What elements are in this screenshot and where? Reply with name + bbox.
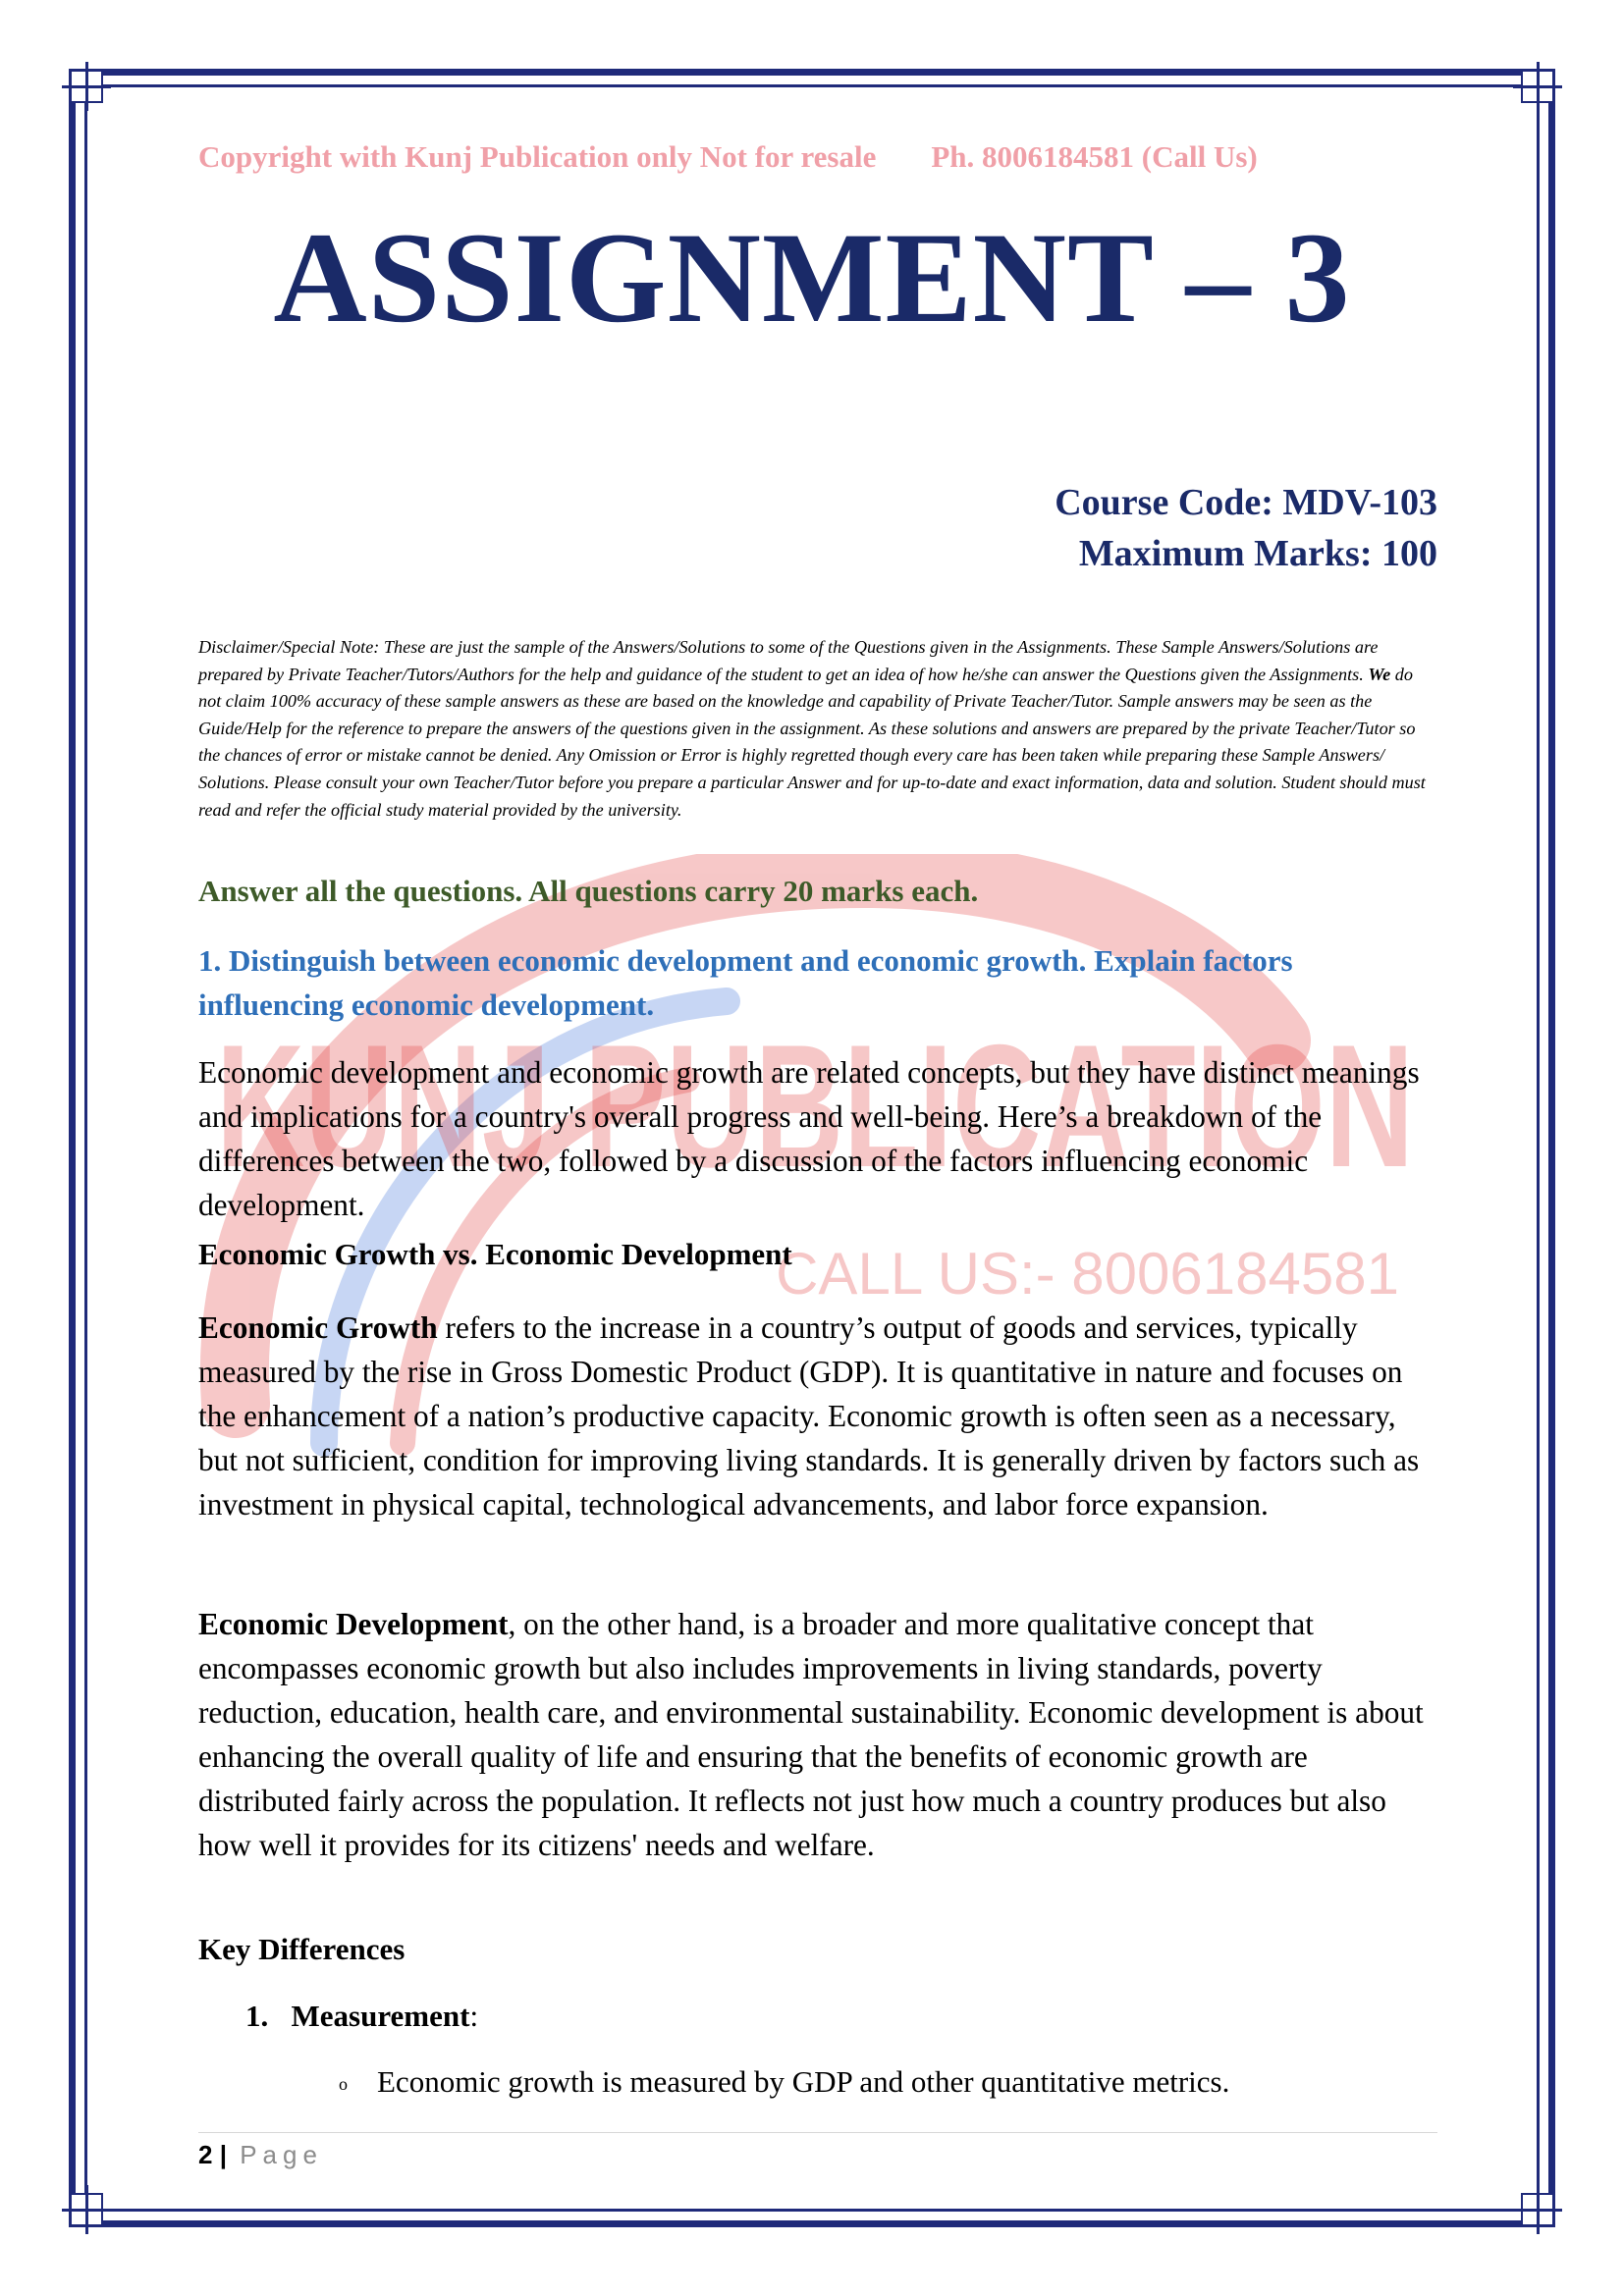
disclaimer-we: We: [1368, 664, 1391, 684]
list-item-colon: :: [469, 1999, 479, 2033]
growth-text: refers to the increase in a country’s output of goods and services, typically measured by the rise in Gross Domestic Product (GDP). It is quantitative in nature and focuses on the enhancement of a nation’s productive capacity. Economic growth is often seen as a necessary, but not sufficient, condition for improving living standards. It is generally driven by factors such as investment in physical capital, technological advancements, and labor force expansion.: [198, 1310, 1420, 1522]
disclaimer: [198, 634, 1437, 824]
border-corner-bottom-right: [1521, 2193, 1554, 2226]
disclaimer-part-2: do not claim 100% accuracy of these sample answers as these are based on the knowledge and capability of Private Teacher/Tutor. Sample answers may be seen as the Guide/Help for the reference to prepare the answers of the questions given in the assignment. As these solutions and answers are prepared by the private Teacher/Tutor so the chances of error or mistake cannot be denied. Any Omission or Error is highly regretted though every care has been taken while preparing these Sample Answers/ Solutions. Please consult your own Teacher/Tutor before you prepare a particular Answer and for up-to-date and exact information, data and solution. Student should must read and refer the official study material provided by the university.: [198, 664, 1426, 820]
copyright-line: [198, 139, 1437, 175]
list-item-measurement: [245, 1999, 478, 2034]
development-term: Economic Development: [198, 1607, 509, 1641]
list-item-label: Measurement: [291, 1999, 470, 2033]
maximum-marks: Maximum Marks: 100: [1078, 533, 1437, 574]
growth-paragraph: [198, 1306, 1437, 1526]
footer-separator: |: [219, 2140, 227, 2169]
border-corner-bottom-left: [70, 2193, 103, 2226]
page-footer: [198, 2140, 323, 2170]
border-corner-top-right: [1521, 70, 1554, 103]
question-1: 1. Distinguish between economic development and economic growth. Explain factors influencing economic development.: [198, 943, 1293, 1022]
phone-text: Ph. 8006184581 (Call Us): [931, 139, 1258, 174]
development-paragraph: [198, 1602, 1437, 1867]
page-label: Page: [240, 2140, 323, 2169]
sub-list-item: [339, 2064, 1229, 2100]
section-heading: Economic Growth vs. Economic Development: [198, 1237, 792, 1271]
development-text: , on the other hand, is a broader and more qualitative concept that encompasses economic growth but also includes improvements in living standards, poverty reduction, education, health care, and environmental sustainability. Economic development is about enhancing the overall quality of life and ensuring that the benefits of economic growth are distributed fairly across the population. It reflects not just how much a country produces but also how well it provides for its citizens' needs and welfare.: [198, 1607, 1424, 1862]
page-title: ASSIGNMENT – 3: [273, 205, 1351, 349]
course-info: [1055, 477, 1437, 579]
growth-term: Economic Growth: [198, 1310, 438, 1345]
footer-divider: [198, 2132, 1437, 2133]
key-differences-heading: Key Differences: [198, 1932, 406, 1966]
intro-paragraph: Economic development and economic growth are related concepts, but they have distinct meanings and implications for a country's overall progress and well-being. Here’s a breakdown of the differences between the two, followed by a discussion of the factors influencing economic development.: [198, 1055, 1420, 1222]
copyright-text: Copyright with Kunj Publication only Not for resale: [198, 139, 877, 174]
circle-bullet-icon: o: [339, 2074, 348, 2094]
sub-list-text: Economic growth is measured by GDP and other quantitative metrics.: [377, 2064, 1230, 2099]
watermark-name: KUNJ PUBLICATION: [216, 1008, 1414, 1203]
course-code: Course Code: MDV-103: [1055, 482, 1437, 523]
disclaimer-part-1: Disclaimer/Special Note: These are just the sample of the Answers/Solutions to some of the Questions given in the Assignments. These Sample Answers/Solutions are prepared by Private Teacher/Tutors/Authors for the help and guidance of the student to get an idea of how he/she can answer the Questions given the Assignments.: [198, 637, 1379, 684]
page-number: 2: [198, 2140, 213, 2169]
list-number: 1.: [245, 1999, 269, 2033]
border-corner-top-left: [70, 70, 103, 103]
watermark-call: CALL US:- 8006184581: [776, 1241, 1399, 1307]
instruction: Answer all the questions. All questions carry 20 marks each.: [198, 874, 979, 908]
